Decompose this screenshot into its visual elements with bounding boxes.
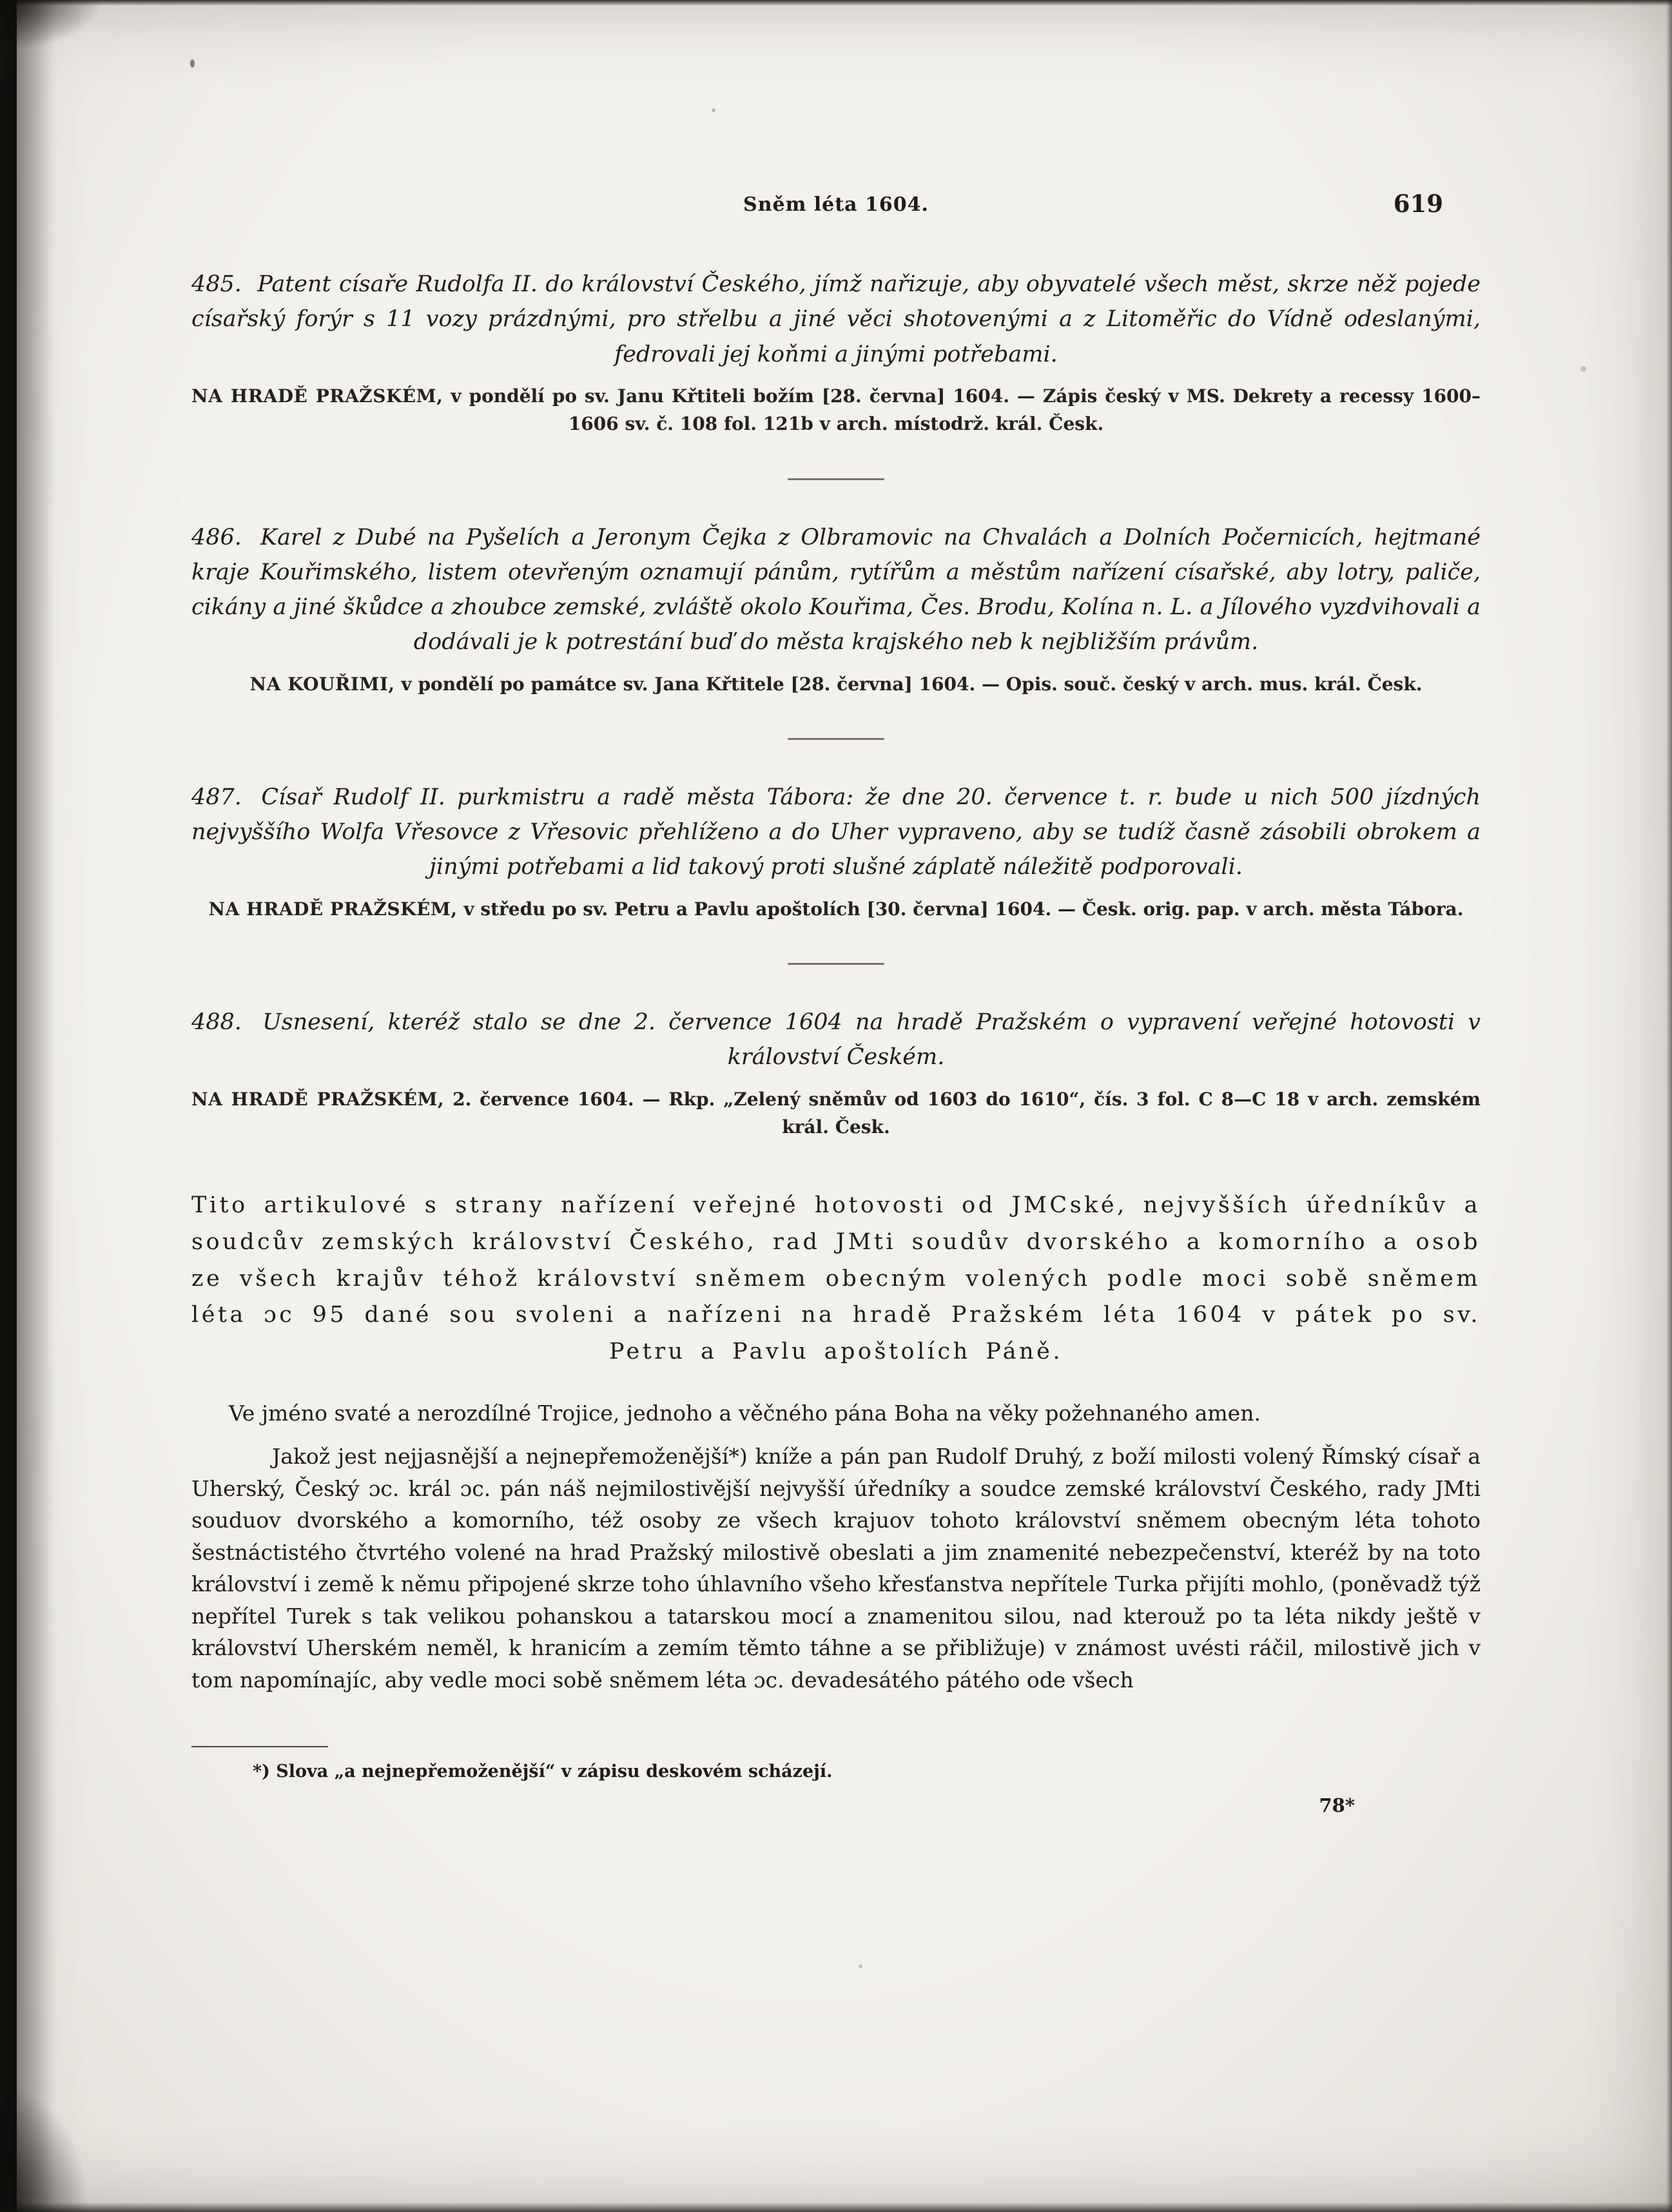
source-detail: v pondělí po sv. Janu Křtiteli božím [28. června] 1604. — Zápis český v MS. Dekrety a recessy 1600–1606 sv. č. 108 fol. 121b v arch. místodrž. král. Česk. [451,385,1481,435]
page-content [191,189,1481,1817]
source-place: NA HRADĚ PRAŽSKÉM, [208,898,458,920]
scan-edge-bottom [0,2202,1672,2212]
entry-summary [191,780,1481,885]
scan-artifact [859,1965,862,1968]
scan-artifact [712,108,715,112]
running-head-title: Sněm léta 1604. [743,193,929,216]
footnote-text: *) Slova „a nejnepřemoženější“ v zápisu deskovém scházejí. [253,1761,833,1782]
printer-signature-mark: 78* [1319,1794,1355,1817]
section-divider [788,738,884,740]
entry-486 [191,520,1481,698]
entry-number: 486. [191,524,242,550]
source-detail: 2. července 1604. — Rkp. „Zelený sněmův od 1603 do 1610“, čís. 3 fol. C 8—C 18 v arch. zemském král. Česk. [452,1088,1481,1138]
body-paragraph-main: Jakož jest nejjasnější a nejnepřemoženější*) kníže a pán pan Rudolf Druhý, z boží milosti volený Římský císař a Uherský, Český ɔc. král ɔc. pán náš nejmilostivější nejvyšší úředníky a soudce zemské království Českého, rady JMti souduov dvorského a komorního, též osoby ze všech krajuov tohoto království sněmem obecným léta tohoto šestnáctistého čtvrtého volené na hrad Pražský milostivě obeslati a jim znamenité nebezpečenství, kteréž by na toto království i země k němu připojené skrze toho úhlavního všeho křesťanstva nepřítele Turka přijíti mohlo, (poněvadž týž nepřítel Turek s tak velikou pohanskou a tatarskou mocí a znamenitou silou, nad kterouž po ta léta nikdy ještě v království Uherském neměl, k hranicím a zemím těmto táhne a se přibližuje) v známost uvésti ráčil, milostivě jich v tom napomínajíc, aby vedle moci sobě sněmem léta ɔc. devadesátého pátého ode všech [191,1444,1481,1693]
entry-source-note [191,895,1481,923]
scan-edge-left-shadow [17,0,54,2212]
entry-485 [191,267,1481,438]
entry-summary [191,1005,1481,1075]
scan-corner-smudge-bottom-left [0,2083,90,2212]
scan-edge-top [0,0,1672,6]
scan-edge-right [1666,0,1672,2212]
scan-artifact [1580,366,1586,372]
entry-source-note [191,1085,1481,1141]
entry-488 [191,1005,1481,1141]
scan-corner-smudge-top-left [0,0,103,52]
proclamation-paragraph: Tito artikulové s strany nařízení veřejné hotovosti od JMCské, nejvyšších úředníkův a soudcův zemských království Českého, rad JMti soudův dvorského a komorního a osob ze všech krajův téhož království sněmem obecným volených podle moci sobě sněmem léta ɔc 95 dané sou svoleni a nařízeni na hradě Pražském léta 1604 v pátek po sv. Petru a Pavlu apoštolích Páně. [191,1192,1481,1365]
entry-summary-text: Patent císaře Rudolfa II. do království Českého, jímž nařizuje, aby obyvatelé všech měst, skrze něž pojede císařský forýr s 11 vozy prázdnými, pro střelbu a jiné věci shotovenými a z Litoměřic do Vídně odeslanými, fedrovali jej koňmi a jinými potřebami. [191,271,1481,367]
entry-number: 488. [191,1009,242,1036]
entry-number: 485. [191,271,242,297]
entry-summary [191,267,1481,372]
body-paragraph-invocation: Ve jméno svaté a nerozdílné Trojice, jednoho a věčného pána Boha na věky požehnaného amen. [229,1400,1261,1426]
source-place: NA HRADĚ PRAŽSKÉM, [191,385,443,407]
scan-edge-left [0,0,17,2212]
page-number: 619 [1393,189,1443,218]
source-place: NA KOUŘIMI, [249,673,395,695]
entry-number: 487. [191,784,242,810]
scan-artifact [190,59,195,68]
entry-summary-text: Usnesení, kteréž stalo se dne 2. července 1604 na hradě Pražském o vypravení veřejné hotovosti v království Českém. [262,1009,1481,1071]
entry-487 [191,780,1481,923]
running-head [191,189,1481,229]
entry-source-note [191,382,1481,438]
source-detail: v pondělí po památce sv. Jana Křtitele [28. června] 1604. — Opis. souč. český v arch. mus. král. Česk. [401,673,1423,695]
entry-source-note [191,670,1481,698]
section-divider [788,478,884,480]
entry-summary-text: Císař Rudolf II. purkmistru a radě města Tábora: že dne 20. července t. r. bude u nich 500 jízdných nejvyššího Wolfa Vřesovce z Vřesovic přehlíženo a do Uher vypraveno, aby se tudíž časně zásobili obrokem a jinými potřebami a lid takový proti slušné záplatě náležitě podporovali. [191,784,1481,880]
entry-summary-text: Karel z Dubé na Pyšelích a Jeronym Čejka z Olbramovic na Chvalách a Dolních Počernicích, hejtmané kraje Kouřimského, listem otevřeným oznamují pánům, rytířům a městům nařízení císařské, aby lotry, paliče, cikány a jiné škůdce a zhoubce zemské, zvláště okolo Kouřima, Čes. Brodu, Kolína n. L. a Jílového vyzdvihovali a dodávali je k potrestání buď do města krajského neb k nejbližším právům. [191,524,1481,655]
section-divider [788,963,884,965]
footnote-rule [191,1746,328,1747]
source-detail: v středu po sv. Petru a Pavlu apoštolích [30. června] 1604. — Česk. orig. pap. v arch. města Tábora. [463,898,1464,920]
entry-summary [191,520,1481,660]
source-place: NA HRADĚ PRAŽSKÉM, [191,1088,445,1110]
